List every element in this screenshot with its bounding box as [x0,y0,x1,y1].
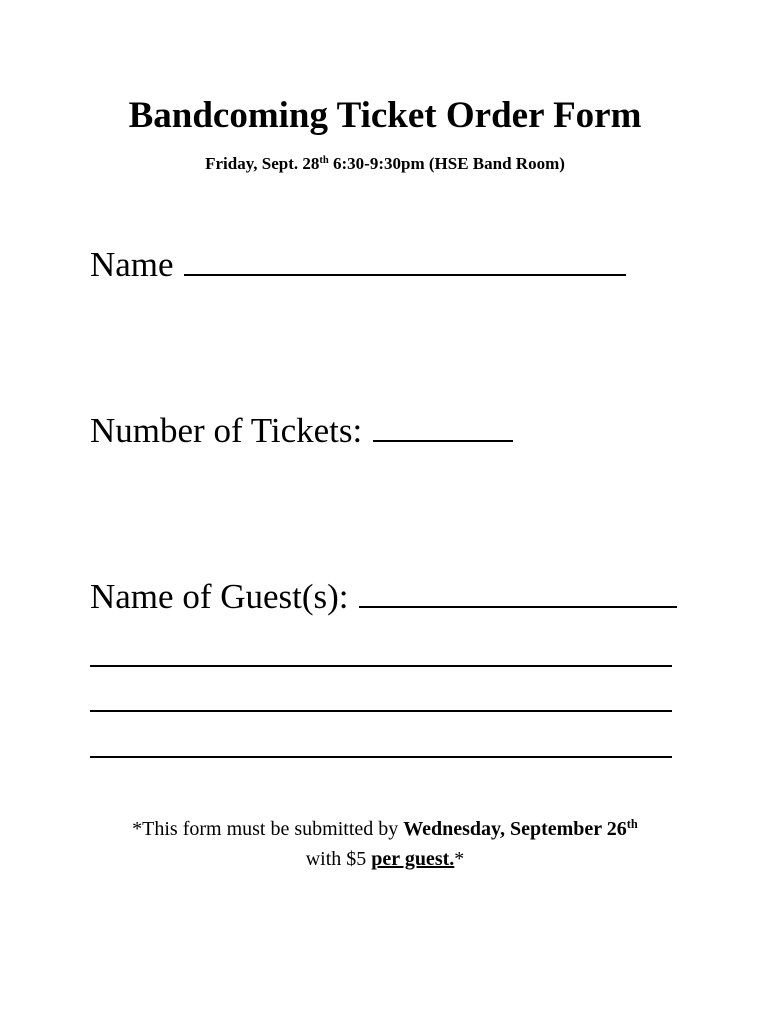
note-end: * [454,848,465,870]
name-label: Name [90,245,174,284]
name-blank-line[interactable] [184,248,626,276]
note-intro: *This form must be submitted by [132,818,404,840]
event-date: Friday, Sept. 28 [205,154,320,173]
name-field-row [90,244,626,286]
submission-note [0,814,770,874]
form-title: Bandcoming Ticket Order Form [128,95,642,136]
tickets-blank-line[interactable] [373,414,513,442]
guest-blank-line-3[interactable] [90,710,672,712]
note-fee: with $5 [305,848,372,870]
guests-blank-line[interactable] [359,580,677,608]
note-deadline-ordinal: th [626,817,638,832]
guest-blank-line-4[interactable] [90,756,672,758]
note-deadline: Wednesday, September 26 [403,818,627,840]
note-per-guest: per guest. [371,848,455,870]
event-details [0,152,770,176]
tickets-label: Number of Tickets: [90,411,363,450]
tickets-field-row [90,410,513,452]
guests-field-row [90,576,677,618]
guest-blank-line-2[interactable] [90,665,672,667]
event-date-ordinal: th [319,155,329,167]
event-time-location: 6:30-9:30pm (HSE Band Room) [328,154,565,173]
guests-label: Name of Guest(s): [90,577,349,616]
